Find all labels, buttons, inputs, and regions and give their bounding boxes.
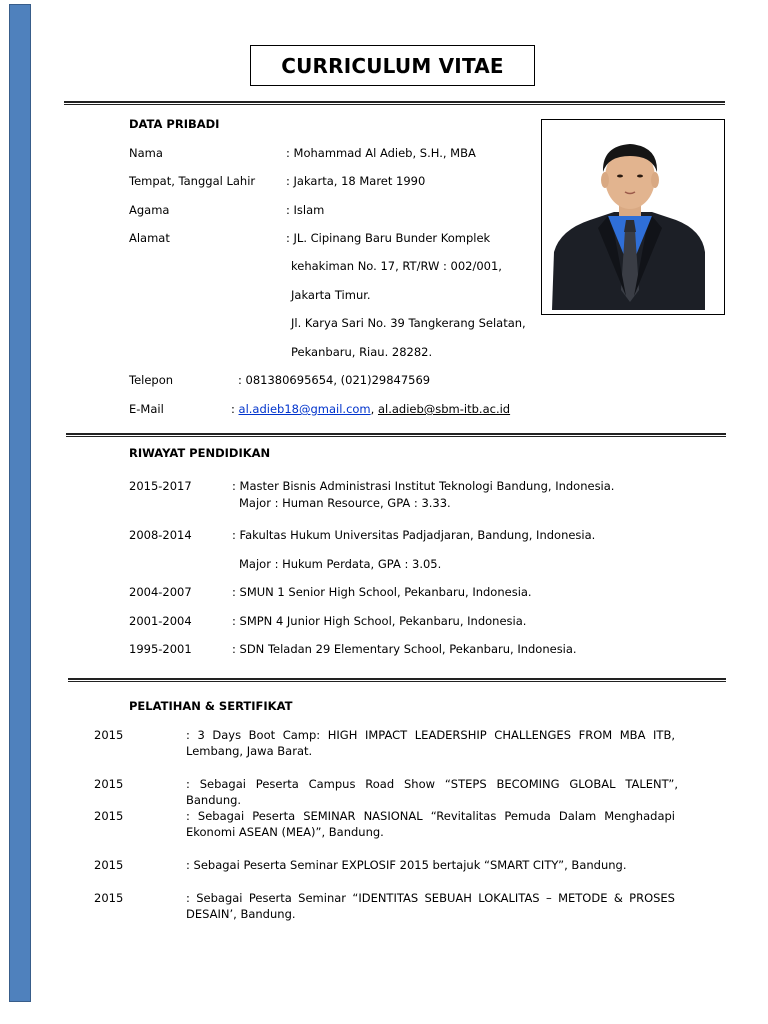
divider-education [66, 433, 726, 437]
education-year: 2015-2017 [129, 479, 192, 493]
section-heading-personal: DATA PRIBADI [129, 117, 220, 131]
education-detail: : SMUN 1 Senior High School, Pekanbaru, Indonesia. [232, 585, 532, 599]
email-prefix: : [231, 402, 239, 416]
education-detail: : Fakultas Hukum Universitas Padjadjaran, Bandung, Indonesia. [232, 528, 596, 542]
email-primary-link[interactable]: al.adieb18@gmail.com [238, 402, 371, 416]
education-year: 1995-2001 [129, 642, 192, 656]
phone-label: Telepon [129, 373, 174, 387]
religion-label: Agama [129, 203, 170, 217]
section-heading-education: RIWAYAT PENDIDIKAN [129, 446, 271, 460]
training-detail: : Sebagai Peserta SEMINAR NASIONAL “Revitalitas Pemuda Dalam Menghadapi Ekonomi ASEAN (MEA)”, Bandung. [186, 809, 675, 839]
name-value: : Mohammad Al Adieb, S.H., MBA [286, 146, 476, 160]
portrait-image [542, 120, 724, 314]
sidebar-accent-bar [9, 4, 31, 1002]
address-line: Jakarta Timur. [291, 288, 371, 302]
education-detail: : SDN Teladan 29 Elementary School, Pekanbaru, Indonesia. [232, 642, 577, 656]
profile-photo [541, 119, 725, 315]
training-year: 2015 [94, 728, 124, 742]
education-year: 2001-2004 [129, 614, 192, 628]
section-heading-training: PELATIHAN & SERTIFIKAT [129, 699, 293, 713]
email-label: E-Mail [129, 402, 164, 416]
email-separator: , [370, 402, 378, 416]
email-value [231, 402, 510, 416]
education-year: 2008-2014 [129, 528, 192, 542]
page-title: CURRICULUM VITAE [250, 45, 535, 86]
training-detail: : Sebagai Peserta Campus Road Show “STEPS BECOMING GLOBAL TALENT”, Bandung. [186, 777, 678, 807]
training-year: 2015 [94, 809, 124, 823]
education-detail: Major : Hukum Perdata, GPA : 3.05. [239, 557, 442, 571]
address-line: Pekanbaru, Riau. 28282. [291, 345, 433, 359]
address-line: kehakiman No. 17, RT/RW : 002/001, [291, 259, 502, 273]
training-year: 2015 [94, 777, 124, 791]
education-detail: : Master Bisnis Administrasi Institut Teknologi Bandung, Indonesia. [232, 479, 615, 493]
education-detail: : SMPN 4 Junior High School, Pekanbaru, Indonesia. [232, 614, 527, 628]
birth-label: Tempat, Tanggal Lahir [129, 174, 256, 188]
education-detail: Major : Human Resource, GPA : 3.33. [239, 496, 451, 510]
birth-value: : Jakarta, 18 Maret 1990 [286, 174, 426, 188]
religion-value: : Islam [286, 203, 325, 217]
divider-top [64, 101, 725, 105]
training-year: 2015 [94, 891, 124, 905]
training-detail: : Sebagai Peserta Seminar “IDENTITAS SEBUAH LOKALITAS – METODE & PROSES DESAIN’, Bandung. [186, 891, 675, 921]
training-detail: : 3 Days Boot Camp: HIGH IMPACT LEADERSHIP CHALLENGES FROM MBA ITB, Lembang, Jawa Barat. [186, 728, 675, 758]
address-label: Alamat [129, 231, 170, 245]
education-year: 2004-2007 [129, 585, 192, 599]
name-label: Nama [129, 146, 163, 160]
address-line: : JL. Cipinang Baru Bunder Komplek [286, 231, 491, 245]
training-year: 2015 [94, 858, 124, 872]
phone-value: : 081380695654, (021)29847569 [238, 373, 431, 387]
email-secondary-link[interactable]: al.adieb@sbm-itb.ac.id [377, 402, 511, 416]
training-detail: : Sebagai Peserta Seminar EXPLOSIF 2015 bertajuk “SMART CITY”, Bandung. [186, 858, 627, 872]
divider-training [68, 678, 726, 682]
address-line: Jl. Karya Sari No. 39 Tangkerang Selatan, [291, 316, 526, 330]
